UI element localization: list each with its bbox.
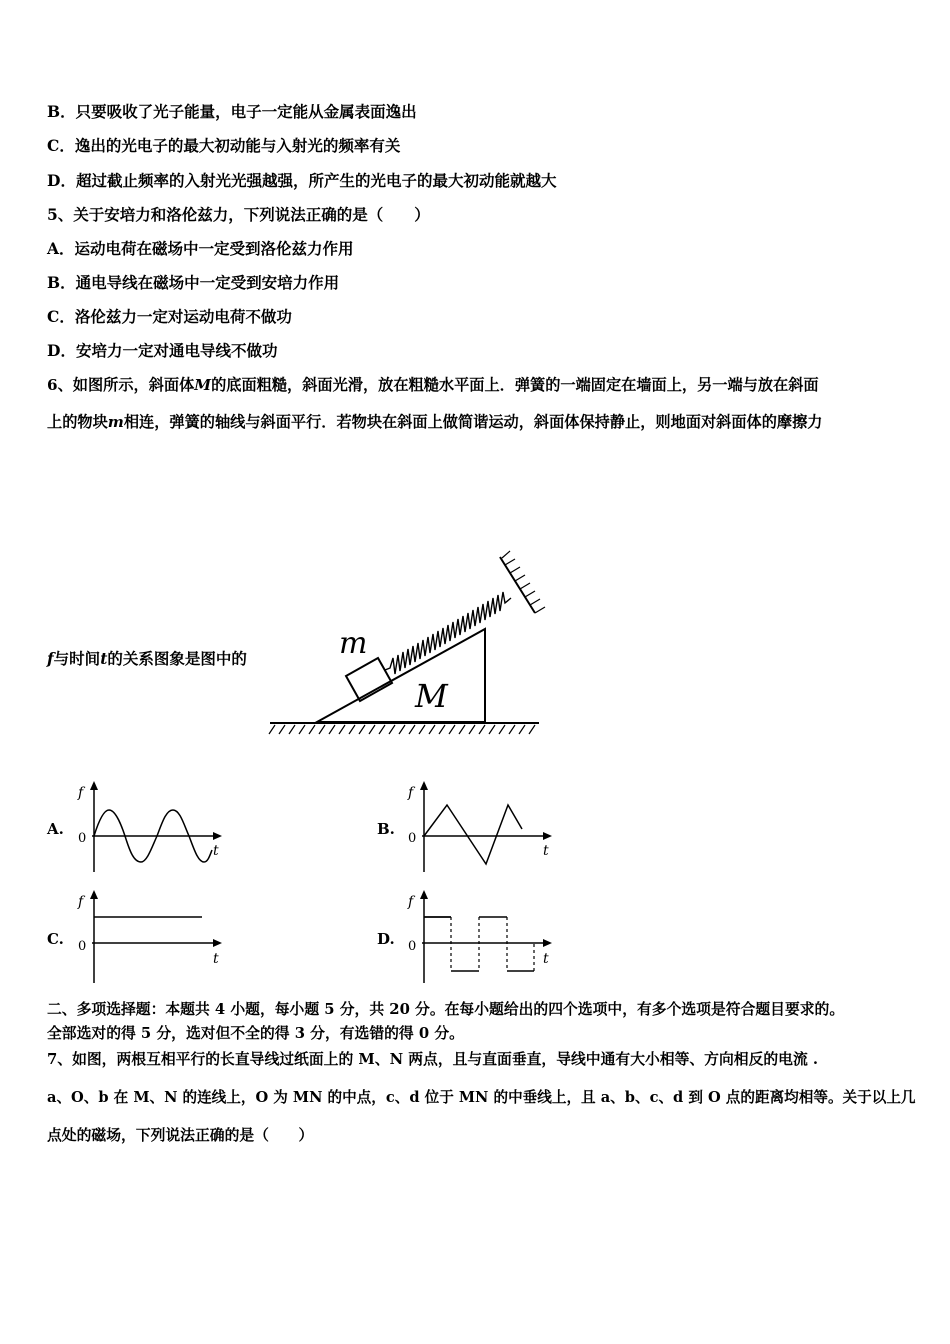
graph-c-origin: 0 bbox=[78, 939, 87, 954]
option-4c: C．逸出的光电子的最大初动能与入射光的频率有关 bbox=[47, 136, 401, 155]
section-2-scoring: 全部选对的得 5 分，选对但不全的得 3 分，有选错的得 0 分。 bbox=[47, 1025, 464, 1042]
option-5a: A．运动电荷在磁场中一定受到洛伦兹力作用 bbox=[47, 239, 354, 258]
wedge-label: M bbox=[415, 677, 448, 715]
question-7-stem-line3: 点处的磁场，下列说法正确的是（ ） bbox=[47, 1127, 314, 1144]
option-5b: B．通电导线在磁场中一定受到安培力作用 bbox=[47, 273, 340, 292]
question-5-stem: 5、关于安培力和洛伦兹力，下列说法正确的是（ ） bbox=[47, 205, 430, 224]
question-7-stem-line1: 7、如图，两根互相平行的长直导线过纸面上的 M、N 两点，且与直面垂直，导线中通有大小相等、方向相反的电流 . bbox=[47, 1051, 819, 1068]
graph-c-x-label: t bbox=[213, 951, 219, 967]
block-label: m bbox=[339, 626, 368, 661]
option-5d: D．安培力一定对通电导线不做功 bbox=[47, 341, 278, 360]
spring bbox=[385, 592, 511, 674]
graph-a-origin: 0 bbox=[78, 831, 87, 846]
graph-d bbox=[400, 886, 560, 986]
graph-d-x-label: t bbox=[543, 951, 549, 967]
graph-d-label: D. bbox=[377, 930, 395, 948]
graph-c-label: C. bbox=[47, 930, 64, 948]
section-2-heading: 二、多项选择题：本题共 4 小题，每小题 5 分，共 20 分。在每小题给出的四个选项中，有多个选项是符合题目要求的。 bbox=[47, 1001, 845, 1018]
question-6-stem-line1: 6、如图所示，斜面体M的底面粗糙，斜面光滑，放在粗糙水平面上．弹簧的一端固定在墙面上，另一端与放在斜面 bbox=[47, 376, 819, 394]
graph-c-y-label: f bbox=[78, 894, 84, 910]
graph-a bbox=[70, 777, 230, 877]
option-5c: C．洛伦兹力一定对运动电荷不做功 bbox=[47, 307, 292, 326]
block-m bbox=[346, 658, 392, 701]
graph-b-y-label: f bbox=[408, 785, 414, 801]
option-4b: B．只要吸收了光子能量，电子一定能从金属表面逸出 bbox=[47, 102, 417, 121]
graph-b-origin: 0 bbox=[408, 831, 417, 846]
graph-a-x-label: t bbox=[213, 843, 219, 859]
graph-b-label: B. bbox=[377, 820, 395, 838]
incline-spring-figure bbox=[265, 545, 565, 745]
graph-a-label: A. bbox=[47, 820, 64, 838]
graph-b-curve bbox=[424, 805, 522, 864]
graph-d-origin: 0 bbox=[408, 939, 417, 954]
graph-a-y-label: f bbox=[78, 785, 84, 801]
question-7-stem-line2: a、O、b 在 M、N 的连线上，O 为 MN 的中点，c、d 位于 MN 的中垂线上，且 a、b、c、d 到 O 点的距离均相等。关于以上几 bbox=[47, 1089, 916, 1106]
option-4d: D．超过截止频率的入射光光强越强，所产生的光电子的最大初动能就越大 bbox=[47, 171, 557, 190]
graph-b-x-label: t bbox=[543, 843, 549, 859]
graph-b bbox=[400, 777, 560, 877]
graph-d-y-label: f bbox=[408, 894, 414, 910]
question-6-stem-line3: f与时间t的关系图象是图中的 bbox=[47, 649, 247, 668]
graph-d-transitions bbox=[451, 917, 534, 971]
question-6-stem-line2: 上的物块m相连，弹簧的轴线与斜面平行．若物块在斜面上做简谐运动，斜面体保持静止，则地面对斜面体的摩擦力 bbox=[47, 413, 823, 431]
graph-c bbox=[70, 886, 230, 986]
